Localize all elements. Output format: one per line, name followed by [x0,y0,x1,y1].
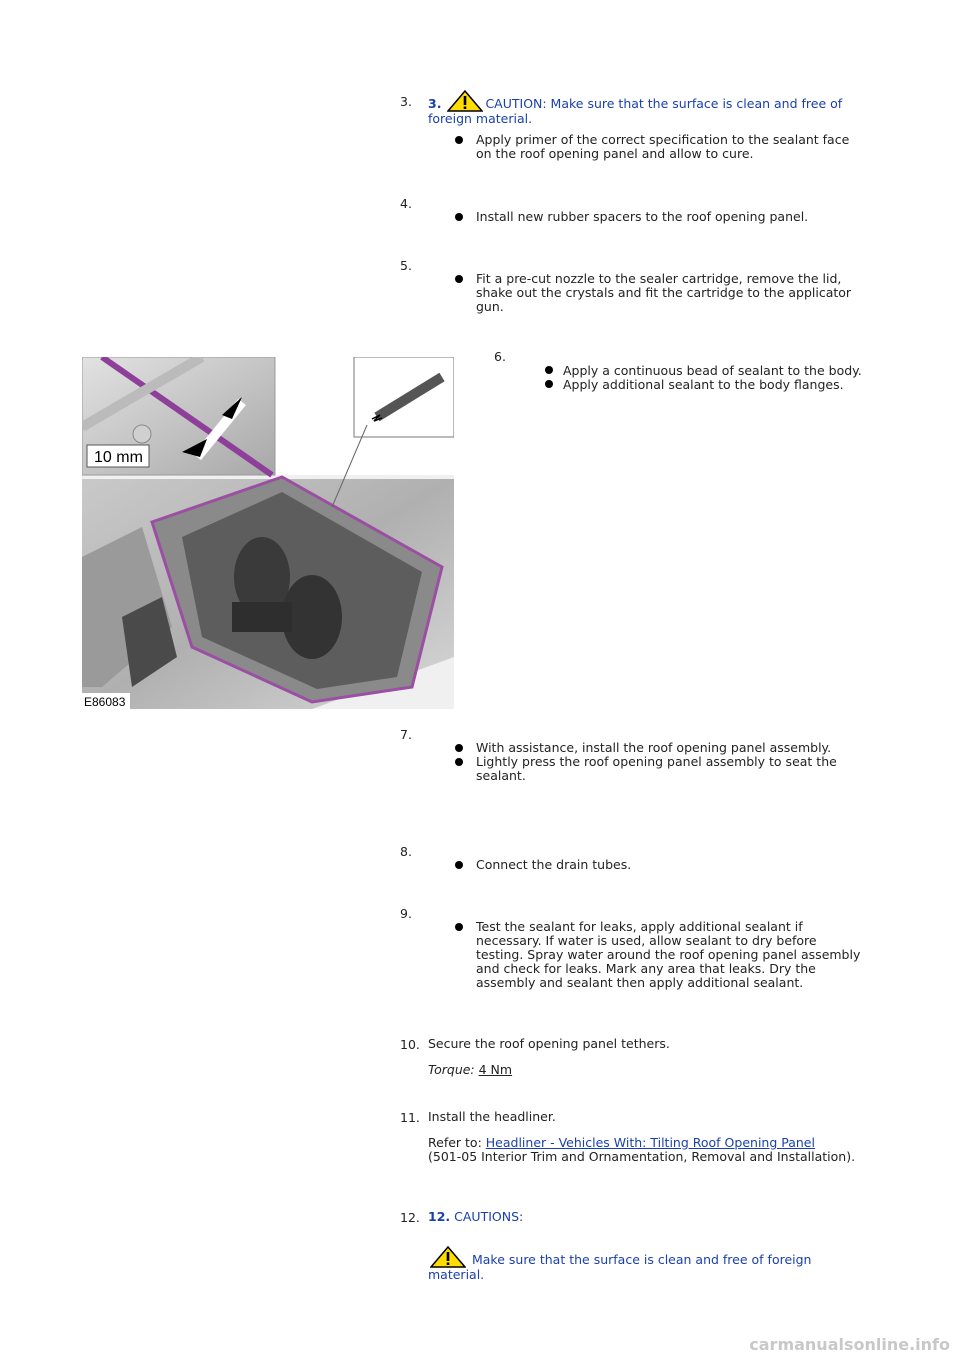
step-9-number: 9. [400,906,412,921]
step-10-number: 10. [400,1037,420,1052]
step-3-caution-text-2: foreign material. [428,111,533,126]
step-5-number: 5. [400,258,412,273]
step-7-number: 7. [400,727,412,742]
step-12-lead: 12. [428,1209,451,1224]
step-9-bullet-1: Test the sealant for leaks, apply additional sealant if necessary. If water is used, allow sealant to dry before testing. Spray water around the roof opening panel assembly and check for leaks. Mark any area that leaks. Dry the assembly and sealant then apply additional sealant. [476,919,861,990]
warning-icon [447,90,483,112]
figure-e86083 [82,357,454,709]
warning-icon [430,1246,466,1268]
step-12-number: 12. [400,1210,420,1225]
step-10-torque [428,1063,888,1077]
headliner-link[interactable]: Headliner - Vehicles With: Tilting Roof Opening Panel [485,1135,815,1150]
step-4-number: 4. [400,196,412,211]
dimension-label: 10 mm [94,449,143,466]
torque-label: Torque: [428,1062,475,1077]
step-3-lead: 3. [428,96,442,111]
roof-sealant-illustration [82,357,454,709]
step-6-number: 6. [494,349,506,364]
step-7-bullet-2: Lightly press the roof opening panel assembly to seat the sealant. [476,754,837,783]
step-12-note-text-2: material. [428,1267,485,1282]
torque-value: 4 Nm [478,1062,513,1077]
step-6-bullet-1: Apply a continuous bead of sealant to the body. [563,363,862,378]
step-10-text: Secure the roof opening panel tethers. [428,1036,670,1051]
step-5-bullet-1: Fit a pre-cut nozzle to the sealer cartridge, remove the lid, shake out the crystals and fit the cartridge to the applicator gun. [476,271,852,314]
bullet-icon [455,923,463,931]
step-12-header [428,1210,888,1224]
step-12-caution: CAUTIONS: [454,1209,524,1224]
step-11-text: Install the headliner. [428,1109,556,1124]
bullet-icon [455,213,463,221]
step-3-number: 3. [400,94,412,109]
step-12-note-text: Make sure that the surface is clean and free of foreign [471,1252,812,1267]
bullet-icon [545,380,553,388]
step-11-number: 11. [400,1110,420,1125]
step-3-caution [428,90,888,126]
step-11-refer [428,1136,908,1164]
step-3-caution-text: CAUTION: Make sure that the surface is clean and free of [485,96,843,111]
bullet-icon [455,758,463,766]
bullet-icon [545,366,553,374]
step-8-number: 8. [400,844,412,859]
step-6-bullet-2: Apply additional sealant to the body flanges. [563,377,844,392]
watermark: carmanualsonline.info [749,1335,950,1354]
bullet-icon [455,861,463,869]
figure-id: E86083 [84,695,126,709]
step-4-bullet-1: Install new rubber spacers to the roof opening panel. [476,209,809,224]
step-3-bullet-1: Apply primer of the correct specification to the sealant face on the roof opening panel and allow to cure. [476,132,850,161]
bullet-icon [455,136,463,144]
step-12-note [428,1246,888,1282]
bullet-icon [455,744,463,752]
bullet-icon [455,275,463,283]
step-8-bullet-1: Connect the drain tubes. [476,857,632,872]
refer-source: (501-05 Interior Trim and Ornamentation, Removal and Installation). [428,1149,856,1164]
step-7-bullet-1: With assistance, install the roof opening panel assembly. [476,740,832,755]
refer-label: Refer to: [428,1135,482,1150]
